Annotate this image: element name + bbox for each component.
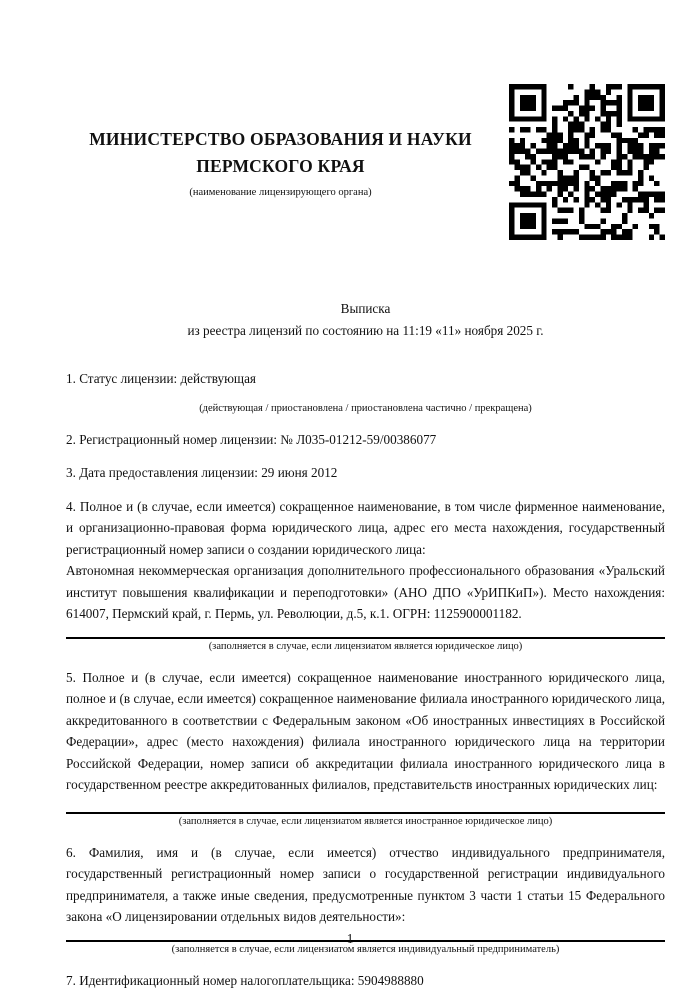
taxpayer-id-text: 7. Идентификационный номер налогоплательщика: 5904988880 [66,972,424,988]
registration-number-text: 2. Регистрационный номер лицензии: № Л035-01212-59/00386077 [66,431,437,447]
license-grant-date-text: 3. Дата предоставления лицензии: 29 июня 2012 [66,465,338,480]
entrepreneur-note: (заполняется в случае, если лицензиатом является индивидуальный предприниматель) [171,943,560,955]
ministry-name-line1: МИНИСТЕРСТВО ОБРАЗОВАНИЯ И НАУКИ [89,128,472,149]
legal-entity-value: Автономная некоммерческая организация дополнительного профессионального образования «Уральский институт повышения квалификации и переподготовки» (АНО ДПО «УрИПКиП»). Место нахождения: 614007, Пермский край, г. Пермь, ул. Революции, д.5, к.1. ОГРН: 1125900001182. [66,563,665,621]
legal-entity-note: (заполняется в случае, если лицензиатом является юридическое лицо) [208,640,523,652]
authority-caption: (наименование лицензирующего органа) [189,186,372,198]
fill-line [66,812,665,814]
title-line1: Выписка [340,301,391,316]
foreign-entity-note: (заполняется в случае, если лицензиатом является иностранное юридическое лицо) [178,815,553,827]
document-body [66,368,665,989]
section-license-status [66,368,665,415]
title-line2: из реестра лицензий по состоянию на 11:19 «11» ноября 2025 г. [187,322,544,338]
ministry-name-line2: ПЕРМСКОГО КРАЯ [196,155,365,176]
document-header [66,84,665,240]
foreign-entity-label: 5. Полное и (в случае, если имеется) сокращенное наименование иностранного юридического лица, полное и (в случае, если имеется) сокращенное наименование филиала иностранного юридического лица, аккредитованного в соответствии с Федеральным законом «Об иностранных инвестициях в Российской Федерации», адрес (место нахождения) филиала иностранного юридического лица на территории Российской Федерации, номер записи об аккредитации филиала иностранного юридического лица в государственном реестре аккредитованных филиалов, представительств иностранных юридических лиц: [66,669,665,792]
section-legal-entity [66,496,665,653]
document-title [66,298,665,341]
license-status-text: 1. Статус лицензии: действующая [66,371,257,386]
qr-code-image [509,84,665,240]
page-number: 1 [346,931,354,946]
legal-entity-paragraph [66,496,665,625]
licensing-authority [66,126,509,199]
entrepreneur-label: 6. Фамилия, имя и (в случае, если имеется) отчество индивидуального предпринимателя, государственный регистрационный номер записи о государственной регистрации индивидуального предпринимателя, а также иные сведения, предусмотренные пунктом 3 части 1 статьи 15 Федерального закона «О лицензировании отдельных видов деятельности»: [66,844,665,924]
qr-code [509,84,665,240]
section-foreign-entity [66,667,665,828]
legal-entity-label: 4. Полное и (в случае, если имеется) сокращенное наименование, в том числе фирменное наименование, и организационно-правовая форма юридического лица, адрес его места нахождения, государственный регистрационный номер записи о создании юридического лица: [66,498,665,557]
license-status-note: (действующая / приостановлена / приостановлена частично / прекращена) [199,402,532,414]
fill-line [66,637,665,639]
